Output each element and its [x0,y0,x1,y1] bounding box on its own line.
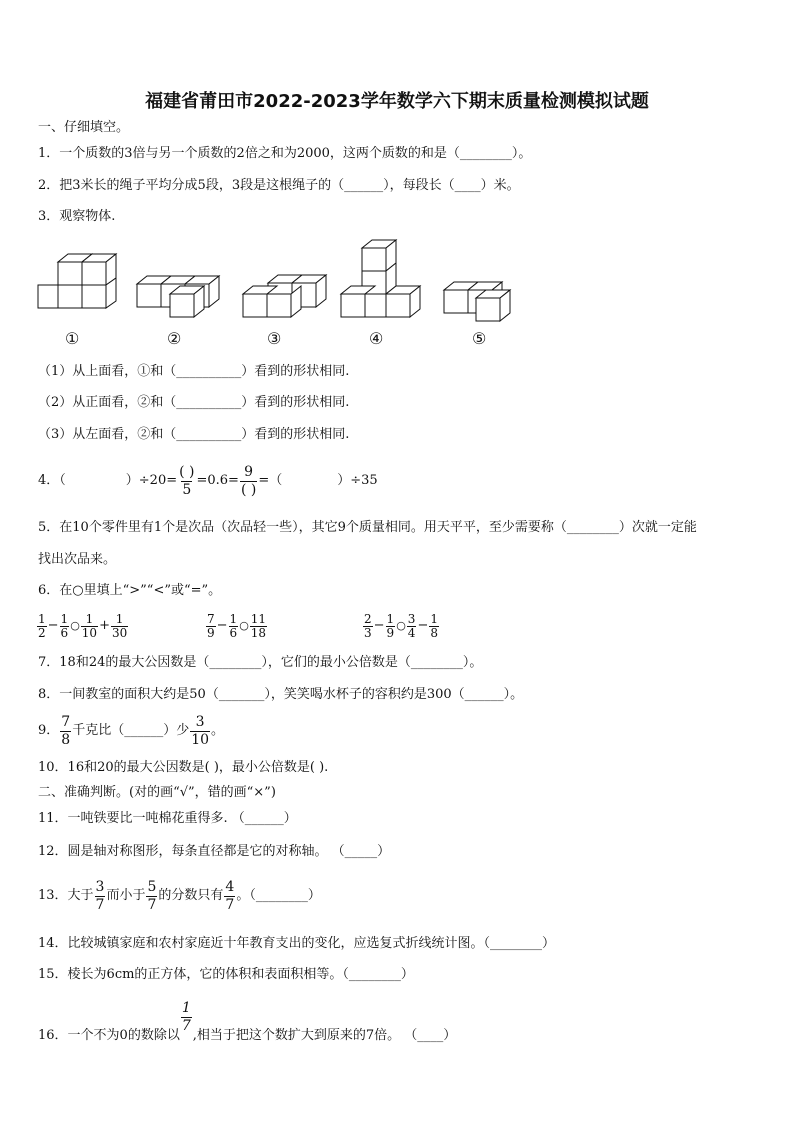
question-9: 9． $\frac{7}{8}$ 千克比（______）少 $\frac{3}{10}$ 。 [38,713,225,748]
question-5-line-1: 5．在10个零件里有1个是次品（次品轻一些），其它9个质量相同。用天平平，至少需要称（________）次就一定能 [38,520,697,535]
question-6: 6．在○里填上“>”“<”或“=”。 [38,583,222,598]
question-15: 15．棱长为6cm的正方体，它的体积和表面积相等。（________） [38,967,414,982]
question-3-part-2: （2）从正面看，②和（__________）看到的形状相同. [38,395,350,410]
figure-label-4: ④ [369,329,384,348]
question-14: 14．比较城镇家庭和农村家庭近十年教育支出的变化，应选复式折线统计图。（________） [38,936,556,951]
question-2: 2．把3米长的绳子平均分成5段，3段是这根绳子的（______），每段长（____）米。 [38,178,520,193]
figure-4 [341,240,420,317]
figure-2 [137,276,219,317]
figure-label-3: ③ [267,329,282,348]
question-8: 8．一间教室的面积大约是50（_______），笑笑喝水杯子的容积约是300（______）。 [38,687,524,702]
cube-figures [0,0,794,330]
question-10: 10．16和20的最大公因数是( )，最小公倍数是( ). [38,760,329,775]
question-6-item-b: $\frac{7}{9}$ − $\frac{1}{6}$ ○ $\frac{11}{18}$ [207,611,267,640]
question-7: 7．18和24的最大公因数是（________），它们的最小公倍数是（________）。 [38,655,483,670]
question-6-item-a: $\frac{1}{2}$ − $\frac{1}{6}$ ○ $\frac{1}{10}$ + $\frac{1}{30}$ [38,611,128,640]
question-13: 13．大于 $\frac{3}{7}$ 而小于 $\frac{5}{7}$ 的分数只有 $\frac{4}{7}$ 。（________） [38,878,321,913]
question-12: 12．圆是轴对称图形，每条直径都是它的对称轴。 （_____） [38,844,391,859]
question-6-item-c: $\frac{2}{3}$ − $\frac{1}{9}$ ○ $\frac{3}{4}$ − $\frac{1}{8}$ [364,611,438,640]
page-title: 福建省莆田市2022-2023学年数学六下期末质量检测模拟试题 [145,91,649,112]
section-heading-judge: 二、准确判断。(对的画“√”，错的画“×”) [38,785,276,800]
question-3-part-1: （1）从上面看，①和（__________）看到的形状相同. [38,364,350,379]
figure-label-5: ⑤ [472,329,487,348]
figure-5 [444,282,510,321]
fraction: $\frac{( )}{5}$ [179,463,195,498]
question-16: 16．一个不为0的数除以 $\frac{1}{7}$ ,相当于把这个数扩大到原来的7倍。 （____） [38,1000,457,1043]
fraction: $\frac{9}{( )}$ [240,463,257,498]
figure-1 [38,254,116,308]
question-1: 1．一个质数的3倍与另一个质数的2倍之和为2000，这两个质数的和是（________）。 [38,146,532,161]
figure-label-2: ② [167,329,182,348]
section-heading-fill: 一、仔细填空。 [38,120,130,135]
question-5-line-2: 找出次品来。 [38,552,117,567]
question-3: 3．观察物体. [38,209,116,224]
question-4: 4．（ ）÷20= $\frac{( )}{5}$ =0.6= $\frac{9}{( )}$ =（ ）÷35 [38,463,378,498]
figure-3 [243,275,326,317]
question-11: 11．一吨铁要比一吨棉花重得多. （______） [38,811,297,826]
question-3-part-3: （3）从左面看，②和（__________）看到的形状相同. [38,427,350,442]
figure-label-1: ① [65,329,80,348]
